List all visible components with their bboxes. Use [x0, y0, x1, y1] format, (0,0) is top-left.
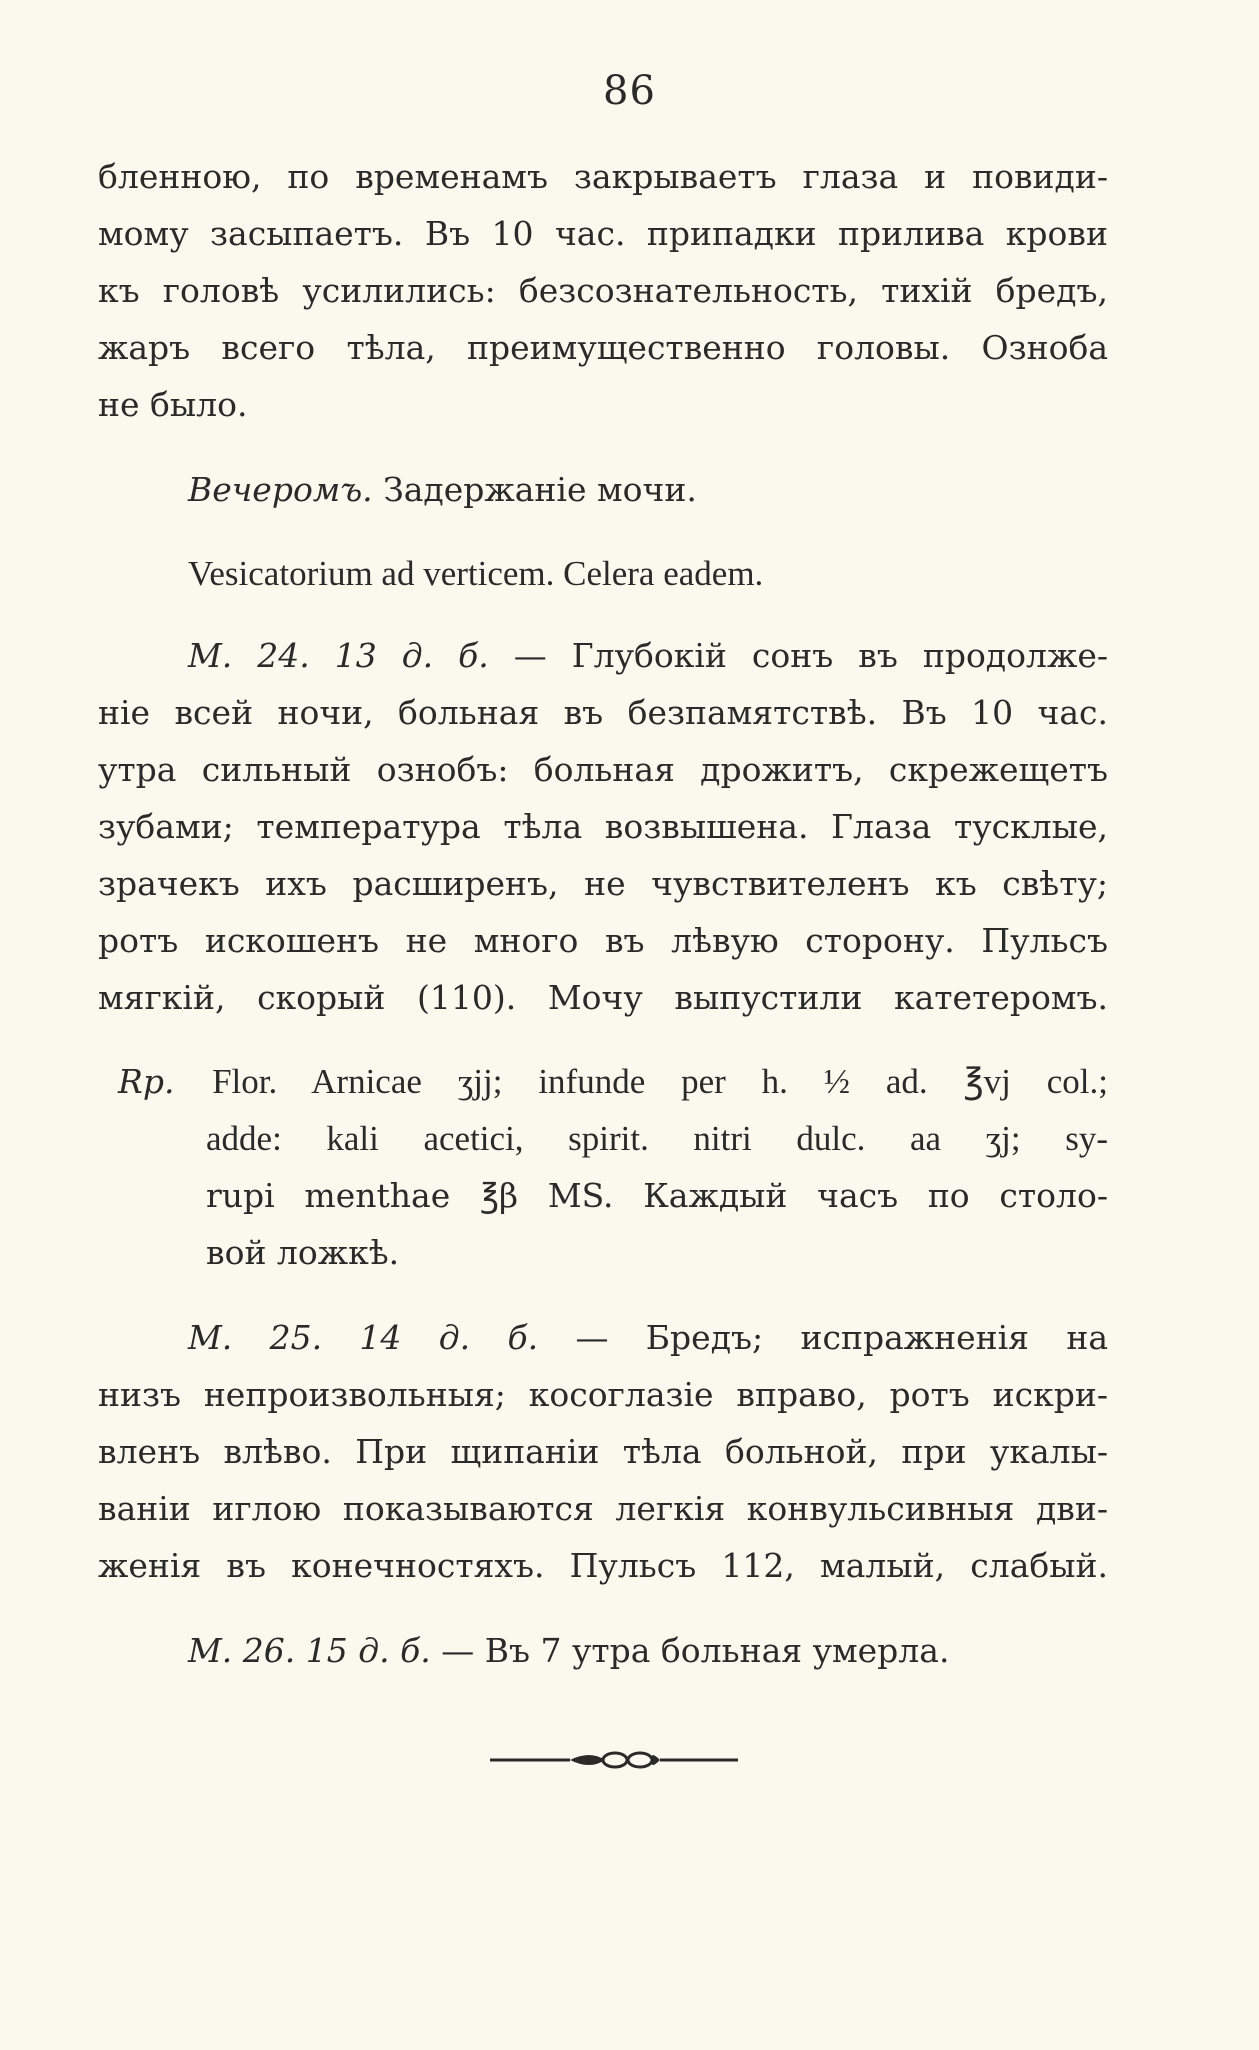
paragraph-m24: [98, 627, 1108, 1026]
entry-label-m26: М. 26. 15 д. б.: [188, 1631, 431, 1670]
page-number: 86: [603, 68, 656, 114]
entry-label-m24: М. 24. 13 д. б.: [188, 636, 489, 675]
evening-label: Вечеромъ.: [188, 470, 373, 509]
text-line: не было.: [98, 385, 248, 424]
entry-label-m25: М. 25. 14 д. б.: [188, 1318, 539, 1357]
evening-text: Задержаніе мочи.: [383, 470, 697, 509]
paragraph-evening: [98, 461, 1108, 518]
text-line: вой ложкѣ.: [206, 1233, 400, 1272]
text-line: зрачекъ ихъ расширенъ, не чувствителенъ къ свѣту;: [98, 864, 1108, 903]
text-line: ротъ искошенъ не много въ лѣвую сторону. Пульсъ: [98, 921, 1108, 960]
rp-text: Flor. Arnicae ʒjj; infunde per h. ½ ad. ℥vj col.;: [212, 1062, 1108, 1101]
entry-text: — Глубокій сонъ въ продолже-: [513, 636, 1108, 675]
text-line: Vesicatorium ad verticem. Celera eadem.: [188, 554, 764, 593]
text-line: женія въ конечностяхъ. Пульсъ 112, малый, слабый.: [98, 1546, 1108, 1585]
paragraph-m25: [98, 1309, 1108, 1594]
paragraph-m26: [98, 1622, 1108, 1679]
text-line: зубами; температура тѣла возвышена. Глаза тусклые,: [98, 807, 1108, 846]
text-line: [98, 461, 1108, 518]
text-line: rupi menthae ℥β MS. Каждый часъ по столо-: [206, 1176, 1108, 1215]
paragraph-prescription-1: [98, 545, 1108, 602]
text-line: низъ непроизвольныя; косоглазіе вправо, ротъ искри-: [98, 1375, 1108, 1414]
paragraph-1: [98, 148, 1108, 433]
entry-text: — Въ 7 утра больная умерла.: [441, 1631, 950, 1670]
rp-label: Rp.: [118, 1062, 175, 1101]
text-line: ніе всей ночи, больная въ безпамятствѣ. Въ 10 час.: [98, 693, 1108, 732]
text-line: adde: kali acetici, spirit. nitri dulc. aa ʒj; sy-: [206, 1119, 1108, 1158]
text-line: вленъ влѣво. При щипаніи тѣла больной, при укалы-: [98, 1432, 1108, 1471]
entry-text: — Бредъ; испражненія на: [575, 1318, 1108, 1357]
text-line: [98, 1622, 1108, 1679]
text-line: мому засыпаетъ. Въ 10 час. припадки прилива крови: [98, 214, 1108, 253]
text-line: [98, 1309, 1108, 1366]
text-line: къ головѣ усилились: безсознательность, тихій бредъ,: [98, 271, 1108, 310]
ornament-divider-icon: [0, 1745, 1259, 1775]
text-line: [98, 1053, 1108, 1110]
text-line: утра сильный ознобъ: больная дрожитъ, скрежещетъ: [98, 750, 1108, 789]
text-line: мягкій, скорый (110). Мочу выпустили катетеромъ.: [98, 978, 1108, 1017]
text-line: [98, 627, 1108, 684]
text-line: бленною, по временамъ закрываетъ глаза и повиди-: [98, 157, 1108, 196]
text-line: жаръ всего тѣла, преимущественно головы. Озноба: [98, 328, 1108, 367]
text-line: ваніи иглою показываются легкія конвульсивныя дви-: [98, 1489, 1108, 1528]
paragraph-prescription-2: [98, 1053, 1108, 1281]
